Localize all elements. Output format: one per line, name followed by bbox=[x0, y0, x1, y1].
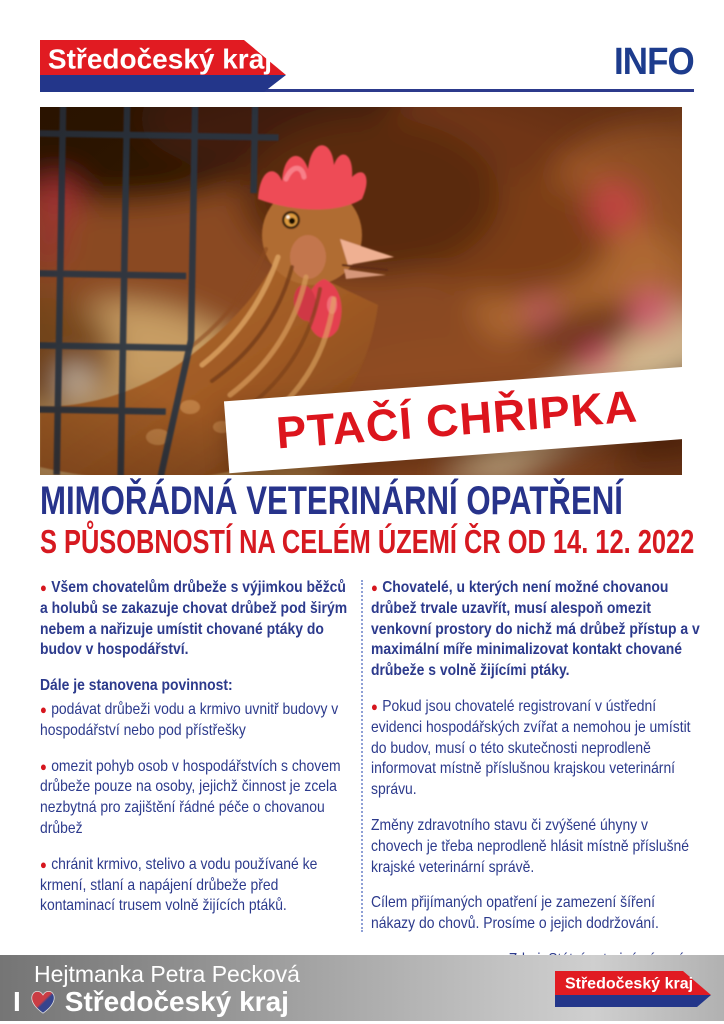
paragraph bbox=[40, 700, 353, 742]
bullet-icon bbox=[40, 857, 47, 872]
paragraph bbox=[371, 893, 700, 935]
paragraph-text: omezit pohyb osob v hospodářstvích s chovem drůbeže pouze na osoby, jejichž činnost je zcela nezbytná pro zajištění řádné péče o chovanou drůbež bbox=[40, 757, 341, 837]
header-brand-ribbon bbox=[40, 40, 288, 97]
paragraph bbox=[40, 757, 353, 840]
bullet-icon bbox=[371, 699, 378, 714]
footer-governor-name: Hejtmanka Petra Pecková bbox=[34, 961, 300, 987]
bird-flu-banner-label: PTAČÍ CHŘIPKA bbox=[274, 380, 640, 459]
footer-slogan-prefix: I bbox=[13, 986, 21, 1017]
bullet-icon bbox=[40, 702, 47, 717]
paragraph-text: Chovatelé, u kterých není možné chovanou drůbež trvale uzavřít, musí alespoň omezit venkovní prostory do nichž má drůbež přístup a v maximální míře minimalizovat kontakt chované drůbeže s volně žijícími ptáky. bbox=[371, 579, 700, 680]
brand-ribbon-icon bbox=[40, 40, 288, 92]
paragraph bbox=[371, 578, 700, 682]
footer-brand-ribbon bbox=[555, 971, 711, 1012]
brand-ribbon-label: Středočeský kraj bbox=[47, 43, 273, 75]
footer-ribbon-label: Středočeský kraj bbox=[564, 975, 694, 993]
bullet-icon bbox=[40, 580, 47, 595]
bullet-icon bbox=[40, 759, 47, 774]
paragraph-text: Změny zdravotního stavu či zvýšené úhyny v chovech je třeba neprodleně hlásit místně příslušné krajské veterinární správě. bbox=[371, 816, 690, 876]
footer-ribbon-icon bbox=[555, 971, 711, 1007]
bullet-icon bbox=[371, 580, 378, 595]
paragraph-text: podávat drůbeži vodu a krmivo uvnitř budovy v hospodářství nebo pod přístřešky bbox=[40, 700, 339, 739]
paragraph bbox=[40, 855, 353, 917]
left-column bbox=[40, 578, 353, 932]
heart-icon bbox=[28, 988, 58, 1016]
paragraph-text: Všem chovatelům drůbeže s výjimkou běžců a holubů se zakazuje chovat drůbež pod širým nebem a nařizuje umístit chované ptáky do budov v hospodářství. bbox=[40, 579, 348, 659]
footer-slogan bbox=[13, 986, 289, 1018]
paragraph-text: Pokud jsou chovatelé registrovaní v ústřední evidenci hospodářských zvířat a nemohou je umístit do budov, musí o této skutečnosti neprodleně informovat místně příslušnou krajskou veterinární správu. bbox=[371, 697, 691, 799]
footer-bar bbox=[0, 955, 724, 1021]
hen-photo bbox=[40, 107, 682, 475]
main-headline: MIMOŘÁDNÁ VETERINÁRNÍ OPATŘENÍ bbox=[40, 479, 623, 523]
paragraph-text: chránit krmivo, stelivo a vodu používané ke krmení, stlaní a napájení drůbeže před kontaminací trusem volně žijících ptáků. bbox=[40, 855, 318, 915]
right-column bbox=[371, 578, 700, 986]
duties-heading: Dále je stanovena povinnost: bbox=[40, 677, 233, 695]
paragraph bbox=[371, 816, 700, 878]
paragraph bbox=[371, 697, 700, 801]
info-label: INFO bbox=[614, 41, 694, 83]
column-divider bbox=[361, 580, 363, 932]
paragraph-text: Cílem přijímaných opatření je zamezení šíření nákazy do chovů. Prosíme o jejich dodržování. bbox=[371, 894, 659, 933]
sub-headline: S PŮSOBNOSTÍ NA CELÉM ÚZEMÍ ČR OD 14. 12. 2022 bbox=[40, 523, 695, 560]
paragraph bbox=[40, 578, 353, 661]
footer-slogan-brand: Středočeský kraj bbox=[64, 986, 289, 1017]
